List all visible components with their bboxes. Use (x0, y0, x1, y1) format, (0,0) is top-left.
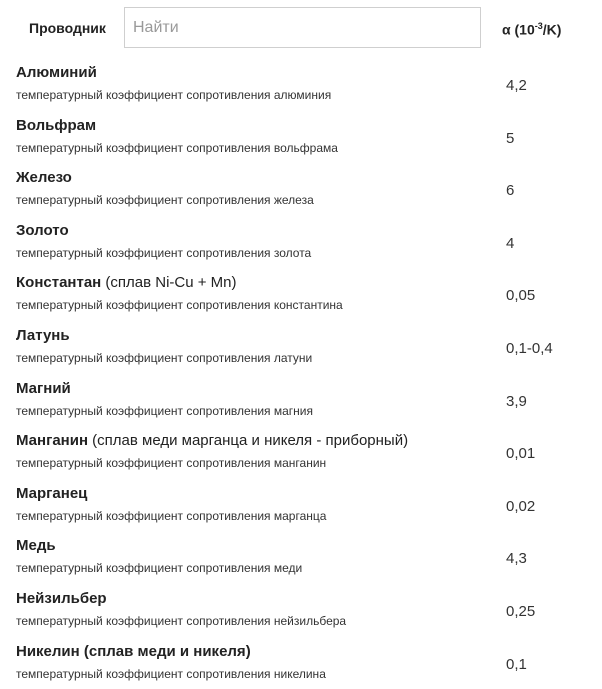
alpha-value: 0,05 (506, 287, 536, 305)
alpha-value: 5 (506, 129, 515, 147)
table-row (0, 584, 602, 637)
material-title: Латунь (16, 326, 70, 344)
table-row (0, 426, 602, 479)
material-title: Манганин (16, 432, 89, 450)
conductor-list (0, 58, 602, 689)
alpha-value: 4,2 (506, 77, 527, 94)
table-row (0, 479, 602, 532)
material-title: Никелин (сплав меди и никеля) (16, 642, 251, 660)
alpha-value: 0,1-0,4 (506, 339, 553, 357)
material-name (16, 117, 96, 134)
material-name (16, 274, 237, 291)
alpha-column-header (502, 21, 561, 38)
conductor-column-header: Проводник (29, 20, 106, 36)
material-name (16, 485, 87, 502)
material-title: Железо (16, 169, 72, 187)
alpha-value: 4,3 (506, 550, 527, 568)
alpha-value: 3,9 (506, 392, 527, 410)
material-description: температурный коэффициент сопротивления золота (16, 245, 312, 260)
material-description: температурный коэффициент сопротивления константина (16, 298, 343, 313)
material-description: температурный коэффициент сопротивления манганин (16, 456, 327, 471)
search-input[interactable] (124, 7, 481, 48)
material-note: (сплав Ni-Cu + Mn) (101, 274, 237, 292)
material-description: температурный коэффициент сопротивления меди (16, 561, 303, 576)
table-row (0, 111, 602, 164)
alpha-value: 0,02 (506, 497, 536, 515)
material-title: Золото (16, 221, 69, 239)
table-row (0, 58, 602, 111)
table-row (0, 216, 602, 269)
table-row (0, 637, 602, 689)
material-name (16, 432, 408, 449)
material-name (16, 590, 107, 607)
material-description: температурный коэффициент сопротивления магния (16, 403, 313, 418)
material-title: Вольфрам (16, 116, 97, 134)
material-title: Марганец (16, 484, 88, 502)
material-name (16, 169, 72, 186)
material-name (16, 64, 97, 81)
material-note: (сплав меди марганца и никеля - приборный) (88, 432, 409, 450)
material-title: Константан (16, 274, 102, 292)
material-description: температурный коэффициент сопротивления никелина (16, 666, 326, 681)
table-row (0, 321, 602, 374)
alpha-value: 0,1 (506, 655, 527, 673)
table-row (0, 531, 602, 584)
table-row (0, 163, 602, 216)
alpha-header-suffix: /K) (542, 21, 562, 38)
material-title: Медь (16, 537, 56, 555)
material-description: температурный коэффициент сопротивления нейзильбера (16, 613, 347, 628)
material-description: температурный коэффициент сопротивления алюминия (16, 88, 332, 102)
alpha-value: 0,01 (506, 445, 536, 463)
material-description: температурный коэффициент сопротивления латуни (16, 350, 313, 365)
material-description: температурный коэффициент сопротивления вольфрама (16, 140, 338, 155)
table-header (0, 0, 602, 58)
table-row (0, 374, 602, 427)
material-name (16, 380, 71, 397)
material-description: температурный коэффициент сопротивления железа (16, 193, 314, 208)
material-name (16, 222, 69, 239)
material-title: Алюминий (16, 64, 97, 81)
material-name (16, 537, 56, 554)
alpha-header-exponent: -3 (534, 21, 543, 31)
material-title: Магний (16, 379, 71, 397)
alpha-header-prefix: α (10 (502, 21, 535, 38)
material-description: температурный коэффициент сопротивления марганца (16, 508, 327, 523)
alpha-value: 6 (506, 182, 515, 200)
alpha-value: 0,25 (506, 602, 536, 620)
material-name (16, 643, 251, 660)
material-title: Нейзильбер (16, 589, 107, 607)
material-name (16, 327, 70, 344)
alpha-value: 4 (506, 234, 515, 252)
table-row (0, 268, 602, 321)
